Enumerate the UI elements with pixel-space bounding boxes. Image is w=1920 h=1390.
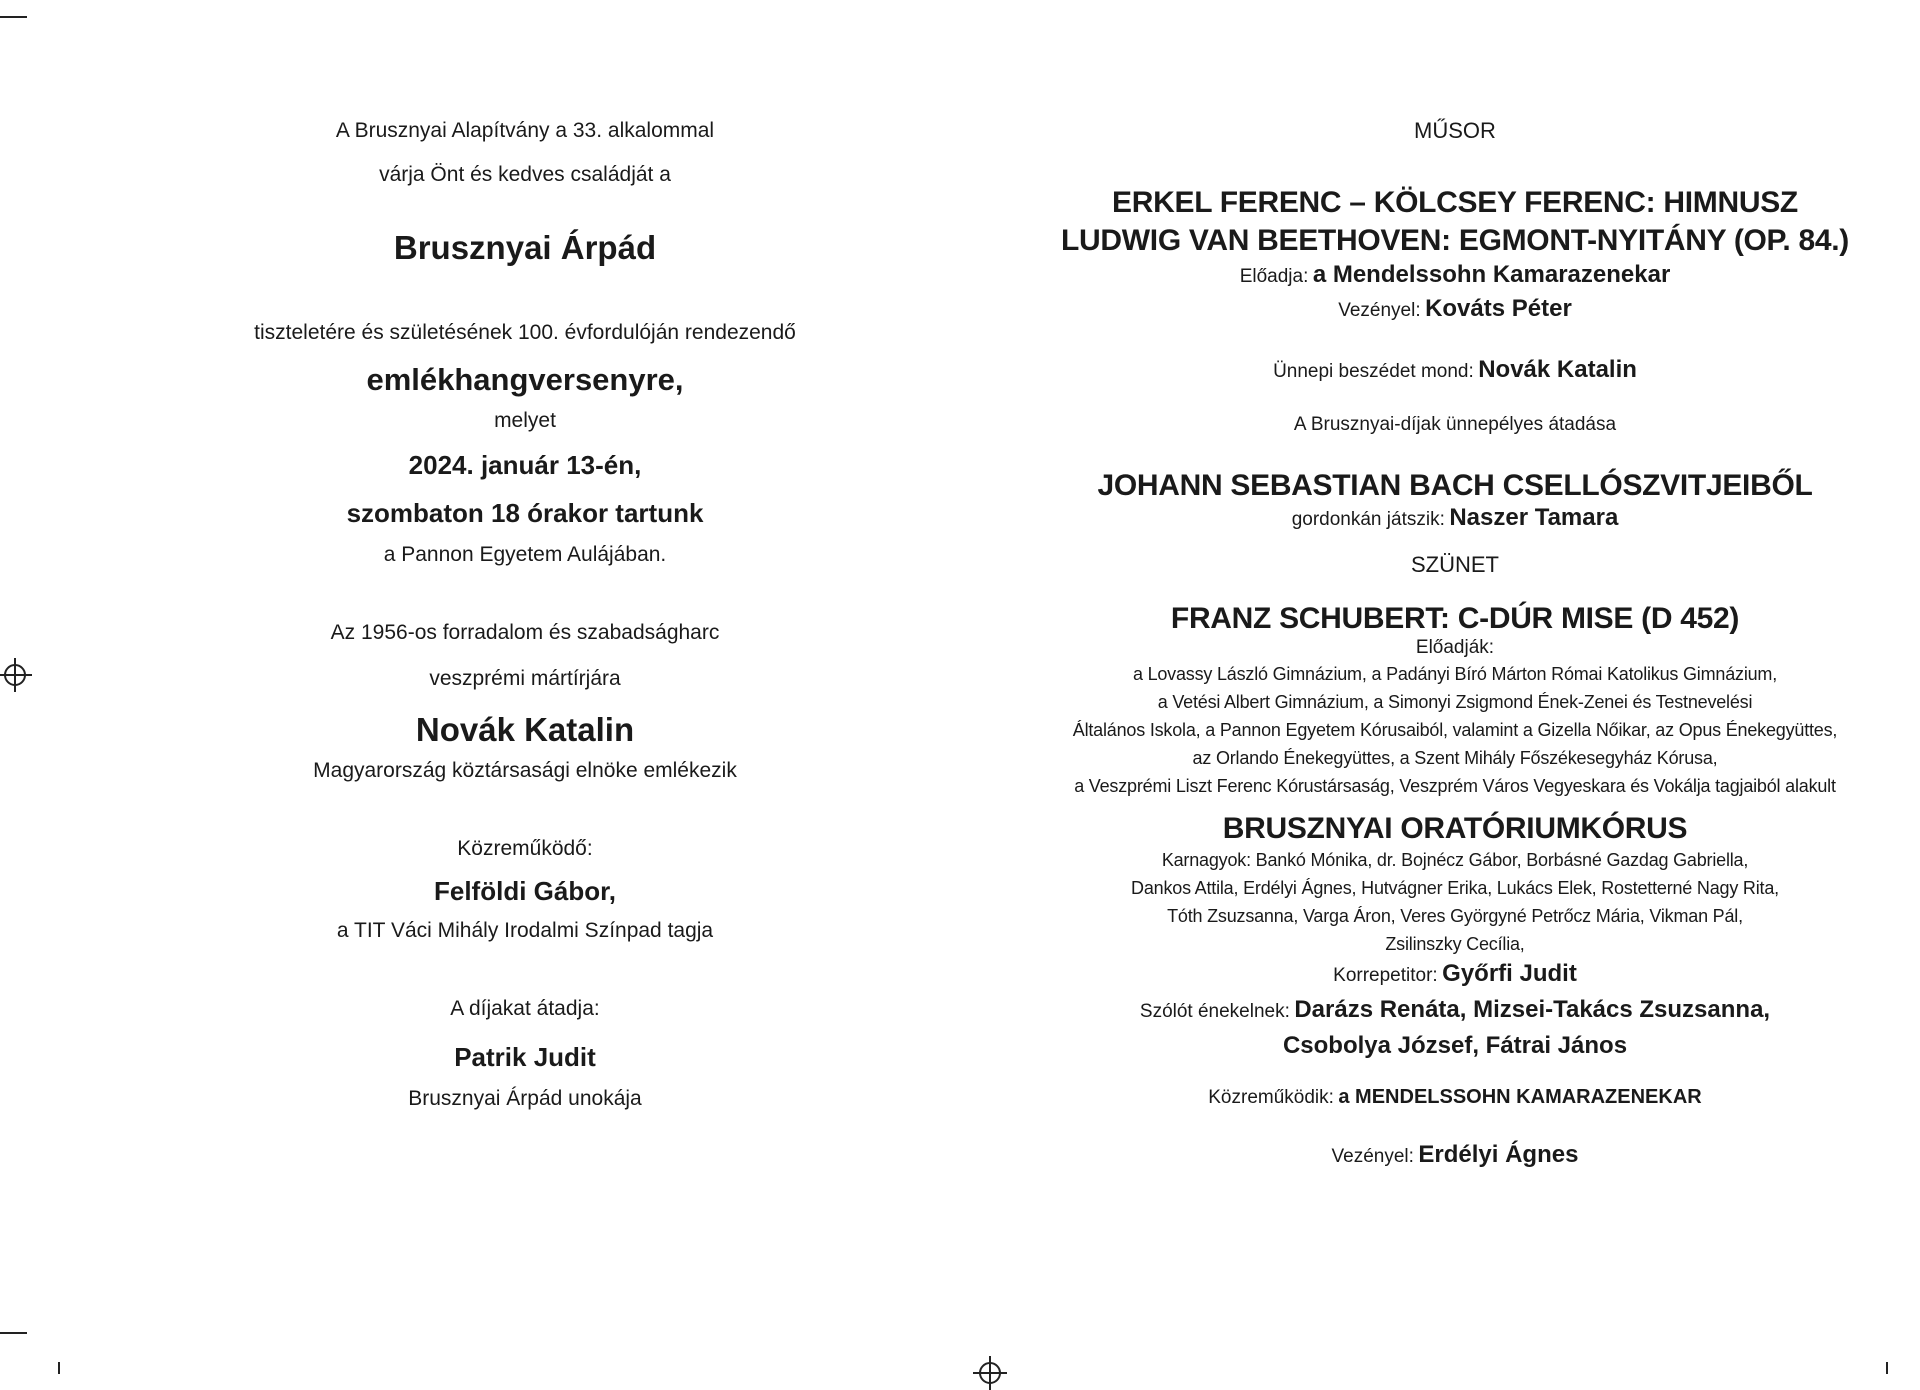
- repetiteur-label: Korrepetitor:: [1333, 965, 1438, 986]
- event-name: emlékhangversenyre,: [366, 362, 684, 397]
- registration-mark-left: [4, 664, 26, 686]
- performer-line: [1030, 260, 1880, 293]
- intro-line-2: várja Önt és kedves családját a: [379, 163, 671, 186]
- choir-line: a Veszprémi Liszt Ferenc Kórustársaság, Veszprém Város Vegyeskara és Vokálja tagjaiból alakult: [1074, 776, 1836, 796]
- piece-egmont: LUDWIG VAN BEETHOVEN: EGMONT-NYITÁNY (OP. 84.): [1061, 224, 1849, 257]
- speech-name: Novák Katalin: [1478, 356, 1637, 383]
- occasion-line: tiszteletére és születésének 100. évfordulóján rendezendő: [254, 321, 796, 344]
- repetiteur-line: [1030, 958, 1880, 993]
- contributor-label: Közreműködő:: [457, 837, 593, 860]
- intermission: SZÜNET: [1411, 552, 1499, 577]
- piece-himnusz: ERKEL FERENC – KÖLCSEY FERENC: HIMNUSZ: [1112, 186, 1798, 219]
- contributor-name: Felföldi Gábor,: [433, 876, 616, 906]
- crop-mark-bottom-right-vertical: [1886, 1362, 1888, 1374]
- performers-label: Előadják:: [1415, 637, 1495, 658]
- conductor-name: Kováts Péter: [1425, 295, 1572, 322]
- orchestra-label: Közreműködik:: [1208, 1087, 1334, 1108]
- crop-mark-bottom-left: [0, 1332, 27, 1334]
- performer-label: Előadja:: [1239, 266, 1309, 287]
- event-venue: a Pannon Egyetem Aulájában.: [383, 543, 667, 566]
- final-conductor-line: [1030, 1140, 1880, 1173]
- performer-name: a Mendelssohn Kamarazenekar: [1312, 261, 1671, 288]
- cello-label: gordonkán játszik:: [1291, 509, 1445, 530]
- soloists-label: Szólót énekelnek:: [1139, 1001, 1290, 1022]
- contributor-role: a TIT Váci Mihály Irodalmi Színpad tagja: [336, 919, 714, 942]
- speech-line: [1030, 354, 1880, 389]
- choir-line: az Orlando Énekegyüttes, a Szent Mihály Főszékesegyház Kórusa,: [1192, 748, 1718, 768]
- choir-line: a Vetési Albert Gimnázium, a Simonyi Zsigmond Ének-Zenei és Testnevelési: [1157, 692, 1753, 712]
- conductors-line: Zsilinszky Cecília,: [1385, 934, 1525, 954]
- conductor-line: [1030, 293, 1880, 328]
- final-conductor-label: Vezényel:: [1331, 1146, 1414, 1167]
- remember-line-1: Az 1956-os forradalom és szabadságharc: [330, 621, 720, 644]
- soloists-line: [1030, 993, 1880, 1030]
- conductors-line: Tóth Zsuzsanna, Varga Áron, Veres Györgyné Petrőcz Mária, Vikman Pál,: [1167, 906, 1743, 926]
- program-page: [1030, 118, 1880, 1173]
- choir-line: a Lovassy László Gimnázium, a Padányi Bíró Márton Római Katolikus Gimnázium,: [1132, 664, 1778, 684]
- invitation-page: [195, 118, 855, 1112]
- awards-label: A díjakat átadja:: [450, 997, 600, 1020]
- piece-schubert: FRANZ SCHUBERT: C-DÚR MISE (D 452): [1170, 602, 1740, 635]
- repetiteur-name: Győrfi Judit: [1442, 960, 1577, 987]
- conductors-line: Dankos Attila, Erdélyi Ágnes, Hutvágner Erika, Lukács Elek, Rostetterné Nagy Rita,: [1131, 878, 1779, 898]
- which-line: melyet: [494, 409, 556, 432]
- choir-line: Általános Iskola, a Pannon Egyetem Kórusaiból, valamint a Gizella Nőikar, az Opus Énekegyüttes,: [1072, 720, 1838, 740]
- awards-presenter-role: Brusznyai Árpád unokája: [408, 1087, 642, 1110]
- speaker-name: Novák Katalin: [415, 711, 635, 748]
- choir-name: BRUSZNYAI ORATÓRIUMKÓRUS: [1222, 812, 1688, 845]
- program-title: MŰSOR: [1414, 118, 1496, 143]
- speaker-role: Magyarország köztársasági elnöke emlékezik: [313, 759, 737, 782]
- cello-name: Naszer Tamara: [1449, 504, 1619, 531]
- intro-line-1: A Brusznyai Alapítvány a 33. alkalommal: [335, 119, 715, 142]
- cello-line: [1030, 503, 1880, 536]
- prize-line: A Brusznyai-díjak ünnepélyes átadása: [1293, 414, 1617, 435]
- orchestra-name: a MENDELSSOHN KAMARAZENEKAR: [1338, 1086, 1702, 1108]
- conductor-label: Vezényel:: [1338, 300, 1421, 321]
- remember-line-2: veszprémi mártírjára: [429, 667, 621, 690]
- soloists-names: Darázs Renáta, Mizsei-Takács Zsuzsanna,: [1294, 996, 1771, 1023]
- crop-mark-top-left: [0, 16, 27, 18]
- event-date: 2024. január 13-én,: [408, 450, 642, 480]
- speech-label: Ünnepi beszédet mond:: [1273, 361, 1474, 382]
- event-time: szombaton 18 órakor tartunk: [346, 498, 704, 528]
- soloists-names-2: Csobolya József, Fátrai János: [1282, 1032, 1628, 1059]
- awards-presenter: Patrik Judit: [454, 1042, 596, 1072]
- piece-bach: JOHANN SEBASTIAN BACH CSELLÓSZVITJEIBŐL: [1097, 469, 1813, 502]
- conductors-line: Karnagyok: Bankó Mónika, dr. Bojnécz Gábor, Borbásné Gazdag Gabriella,: [1161, 850, 1749, 870]
- registration-mark-bottom: [979, 1362, 1001, 1384]
- honoree-name: Brusznyai Árpád: [393, 229, 657, 266]
- crop-mark-bottom-left-vertical: [58, 1362, 60, 1374]
- orchestra-line: [1030, 1082, 1880, 1114]
- final-conductor-name: Erdélyi Ágnes: [1418, 1141, 1579, 1168]
